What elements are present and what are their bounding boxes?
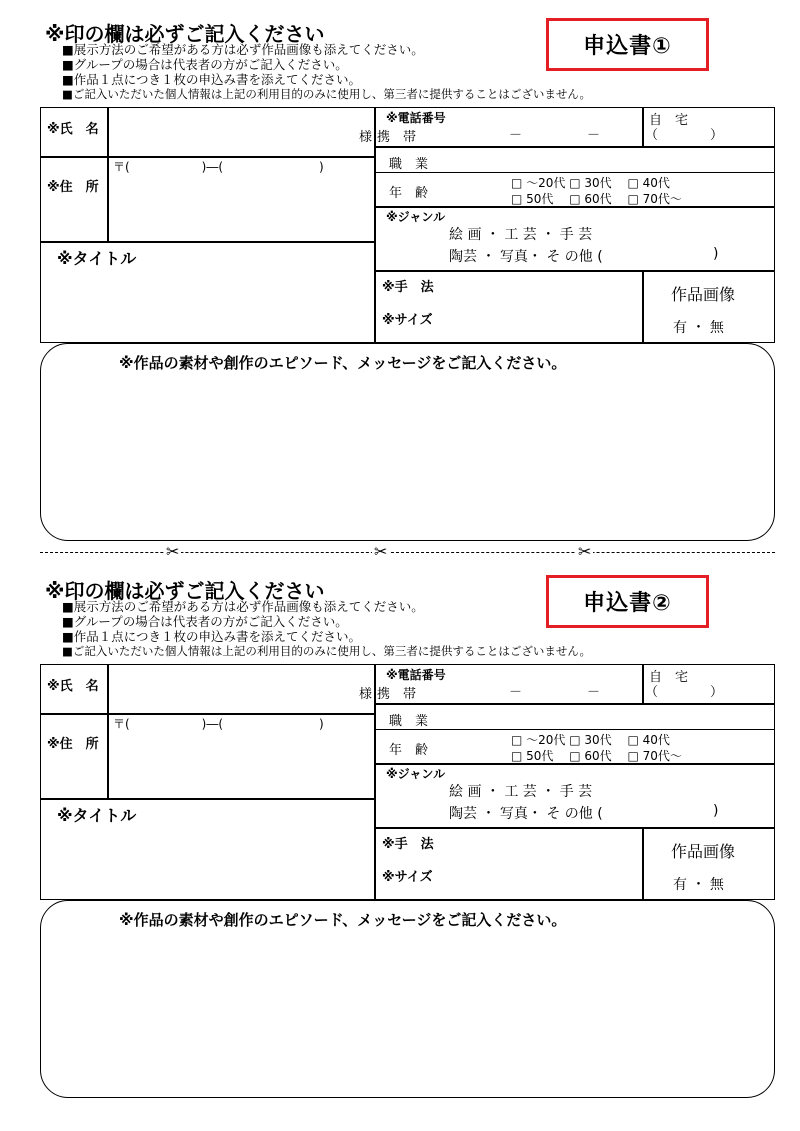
- phone-label: ※電話番号: [386, 668, 446, 682]
- occupation-field[interactable]: [461, 705, 771, 727]
- genre-options-row-1[interactable]: 絵 画 ・ 工 芸 ・ 手 芸: [449, 227, 593, 243]
- age-checkboxes-row-1[interactable]: □ ～20代 □ 30代 □ 40代: [511, 176, 670, 190]
- home-phone-label: 自 宅: [649, 113, 689, 128]
- application-form-2: [0, 557, 800, 1097]
- artwork-image-label: 作品画像: [671, 285, 736, 304]
- note-line: ■ご記入いただいた個人情報は上記の利用目的のみに使用し、第三者に提供することはございません。: [62, 644, 592, 658]
- scissors-icon: ✂: [166, 542, 180, 561]
- occupation-label: 職 業: [389, 157, 429, 172]
- message-prompt: ※作品の素材や創作のエピソード、メッセージをご記入ください。: [119, 911, 567, 929]
- title-label: ※タイトル: [57, 806, 137, 825]
- cut-line: [40, 552, 775, 553]
- name-label: ※氏 名: [47, 679, 99, 694]
- title-label: ※タイトル: [57, 249, 137, 268]
- genre-other-close: ): [713, 246, 719, 262]
- age-checkboxes-row-1[interactable]: □ ～20代 □ 30代 □ 40代: [511, 733, 670, 747]
- genre-other-close: ): [713, 803, 719, 819]
- required-fields-heading: ※印の欄は必ずご記入ください: [45, 579, 325, 603]
- form-grid: [40, 107, 775, 343]
- name-field[interactable]: [109, 665, 359, 712]
- message-box[interactable]: [40, 900, 775, 1098]
- size-label: ※サイズ: [382, 870, 433, 885]
- address-label: ※住 所: [47, 180, 99, 195]
- mobile-label: 携 帯: [377, 130, 417, 145]
- form-notes: [62, 599, 591, 659]
- honorific-sama: 様: [359, 130, 373, 145]
- application-form-1: [0, 0, 800, 540]
- artwork-image-label: 作品画像: [671, 842, 736, 861]
- form-number-badge: 申込書①: [546, 18, 709, 71]
- address-label: ※住 所: [47, 737, 99, 752]
- occupation-field[interactable]: [461, 148, 771, 170]
- note-line: ■グループの場合は代表者の方がご記入ください。: [62, 614, 348, 629]
- postal-code-field[interactable]: 〒( )―( ): [113, 717, 324, 731]
- name-label: ※氏 名: [47, 122, 99, 137]
- home-phone-field[interactable]: （ ）: [645, 685, 724, 700]
- form-number-badge: 申込書②: [546, 575, 709, 628]
- note-line: ■グループの場合は代表者の方がご記入ください。: [62, 57, 348, 72]
- method-label: ※手 法: [382, 280, 434, 295]
- genre-options-row-2[interactable]: 陶芸 ・ 写真・ そ の他 (: [449, 249, 603, 265]
- note-line: ■作品１点につき１枚の申込み書を添えてください。: [62, 72, 362, 87]
- genre-label: ※ジャンル: [386, 210, 446, 224]
- age-label: 年 齢: [389, 743, 429, 758]
- age-checkboxes-row-2[interactable]: □ 50代 □ 60代 □ 70代～: [511, 192, 682, 206]
- mobile-phone-field[interactable]: － －: [509, 685, 601, 700]
- genre-label: ※ジャンル: [386, 767, 446, 781]
- note-line: ■展示方法のご希望がある方は必ず作品画像も添えてください。: [62, 42, 424, 57]
- mobile-phone-field[interactable]: － －: [509, 128, 601, 143]
- genre-options-row-2[interactable]: 陶芸 ・ 写真・ そ の他 (: [449, 806, 603, 822]
- age-checkboxes-row-2[interactable]: □ 50代 □ 60代 □ 70代～: [511, 749, 682, 763]
- home-phone-field[interactable]: （ ）: [645, 128, 724, 143]
- home-phone-label: 自 宅: [649, 670, 689, 685]
- genre-options-row-1[interactable]: 絵 画 ・ 工 芸 ・ 手 芸: [449, 784, 593, 800]
- scissors-icon: ✂: [374, 542, 388, 561]
- method-label: ※手 法: [382, 837, 434, 852]
- form-notes: [62, 42, 591, 102]
- phone-label: ※電話番号: [386, 111, 446, 125]
- scissors-icon: ✂: [578, 542, 592, 561]
- name-field[interactable]: [109, 108, 359, 155]
- message-box[interactable]: [40, 343, 775, 541]
- form-grid: [40, 664, 775, 900]
- postal-code-field[interactable]: 〒( )―( ): [113, 160, 324, 174]
- age-label: 年 齢: [389, 186, 429, 201]
- note-line: ■ご記入いただいた個人情報は上記の利用目的のみに使用し、第三者に提供することはございません。: [62, 87, 592, 101]
- size-label: ※サイズ: [382, 313, 433, 328]
- title-field[interactable]: [43, 268, 371, 340]
- message-prompt: ※作品の素材や創作のエピソード、メッセージをご記入ください。: [119, 354, 567, 372]
- artwork-image-options[interactable]: 有 ・ 無: [673, 320, 724, 336]
- honorific-sama: 様: [359, 687, 373, 702]
- mobile-label: 携 帯: [377, 687, 417, 702]
- required-fields-heading: ※印の欄は必ずご記入ください: [45, 22, 325, 46]
- title-field[interactable]: [43, 825, 371, 897]
- note-line: ■作品１点につき１枚の申込み書を添えてください。: [62, 629, 362, 644]
- artwork-image-options[interactable]: 有 ・ 無: [673, 877, 724, 893]
- occupation-label: 職 業: [389, 714, 429, 729]
- note-line: ■展示方法のご希望がある方は必ず作品画像も添えてください。: [62, 599, 424, 614]
